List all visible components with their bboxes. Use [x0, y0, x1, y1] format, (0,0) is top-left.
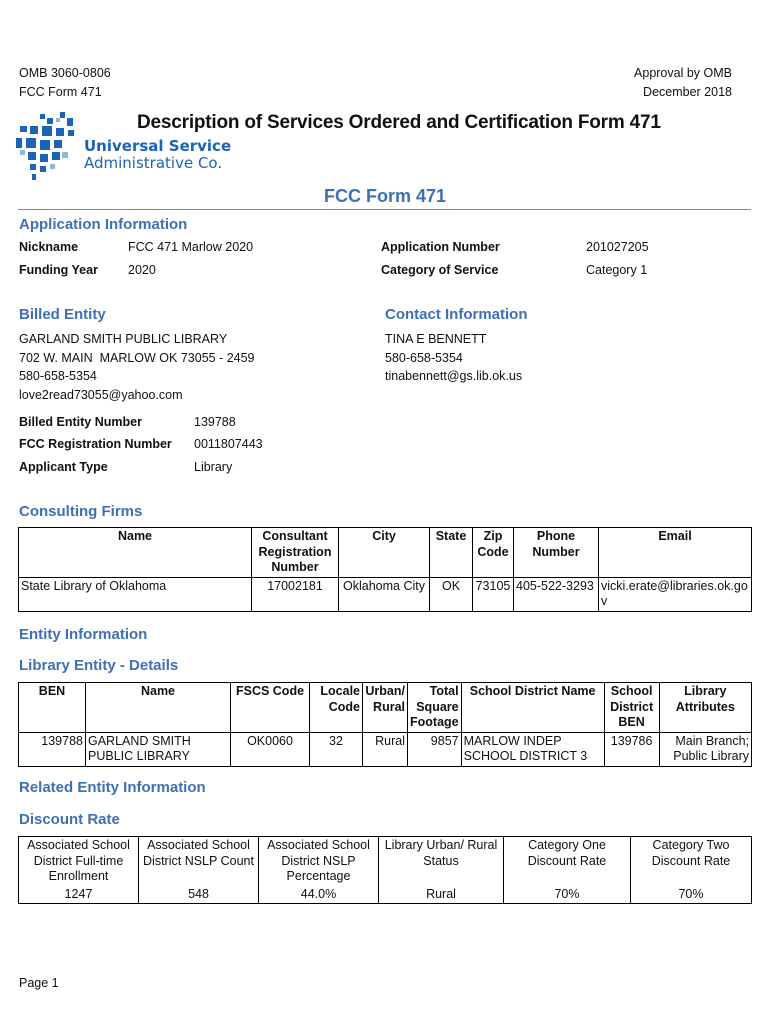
category-label: Category of Service [381, 263, 499, 277]
billed-entity-heading: Billed Entity [19, 306, 106, 323]
billed-entity-block [19, 330, 255, 404]
contact-email: tinabennett@gs.lib.ok.us [385, 369, 523, 383]
nickname-label: Nickname [19, 240, 79, 254]
fcc-registration-value: 0011807443 [194, 437, 263, 451]
col-consultant-reg: Consultant Registration Number [252, 528, 339, 578]
ben-label: Billed Entity Number [19, 415, 142, 429]
col-ben: BEN [19, 683, 86, 733]
related-entity-heading: Related Entity Information [19, 779, 206, 796]
approval-text: Approval by OMB [634, 66, 732, 80]
logo-line1: Universal Service [84, 137, 232, 155]
col-sqft: Total Square Footage [408, 683, 462, 733]
consulting-firms-heading: Consulting Firms [19, 503, 143, 520]
category-one-value: 70% [504, 886, 631, 904]
contact-phone: 580-658-5354 [385, 350, 463, 365]
page-number: Page 1 [19, 976, 59, 990]
entity-library-attributes: Main Branch; Public Library [659, 732, 751, 766]
table-row [19, 886, 752, 904]
col-phone: Phone Number [514, 528, 599, 578]
ben-value: 139788 [194, 415, 236, 429]
category-two-value: 70% [631, 886, 752, 904]
usac-logo-text [84, 138, 231, 172]
consultant-reg: 17002181 [252, 577, 339, 611]
entity-ben: 139788 [19, 732, 86, 766]
application-info-heading: Application Information [19, 216, 188, 233]
consultant-email: vicki.erate@libraries.ok.gov [599, 577, 752, 611]
billed-entity-name: GARLAND SMITH PUBLIC LIBRARY [19, 332, 228, 346]
billed-entity-address: 702 W. MAIN MARLOW OK 73055 - 2459 [19, 350, 255, 365]
col-category-one: Category One Discount Rate [504, 837, 631, 886]
category-value: Category 1 [586, 263, 648, 277]
col-zip: Zip Code [473, 528, 514, 578]
header-left [19, 64, 111, 102]
table-header-row [19, 683, 752, 733]
billed-entity-email: love2read73055@yahoo.com [19, 387, 183, 402]
fcc-registration-label: FCC Registration Number [19, 437, 172, 451]
contact-block [385, 330, 522, 386]
col-district-name: School District Name [461, 683, 604, 733]
table-row [19, 577, 752, 611]
col-city: City [339, 528, 430, 578]
nslp-count-value: 548 [139, 886, 259, 904]
library-entity-heading: Library Entity - Details [19, 657, 179, 674]
omb-number: OMB 3060-0806 [19, 66, 111, 80]
application-number-label: Application Number [381, 240, 500, 254]
nslp-percentage-value: 44.0% [259, 886, 379, 904]
funding-year-value: 2020 [128, 263, 156, 277]
entity-district-ben: 139786 [604, 732, 659, 766]
col-district-ben: School District BEN [604, 683, 659, 733]
form-title: FCC Form 471 [323, 186, 447, 206]
consulting-firms-table [18, 527, 752, 612]
entity-locale: 32 [310, 732, 363, 766]
entity-name: GARLAND SMITH PUBLIC LIBRARY [86, 732, 231, 766]
col-locale: Locale Code [310, 683, 363, 733]
consultant-phone: 405-522-3293 [514, 577, 599, 611]
nickname-value: FCC 471 Marlow 2020 [128, 240, 254, 254]
approval-date: December 2018 [643, 85, 732, 99]
consultant-name: State Library of Oklahoma [19, 577, 252, 611]
consultant-state: OK [430, 577, 473, 611]
contact-name: TINA E BENNETT [385, 332, 487, 346]
col-name: Name [19, 528, 252, 578]
consultant-zip: 73105 [473, 577, 514, 611]
applicant-type-value: Library [194, 460, 233, 474]
discount-rate-heading: Discount Rate [19, 811, 120, 828]
fulltime-enrollment-value: 1247 [19, 886, 139, 904]
entity-district-name: MARLOW INDEP SCHOOL DISTRICT 3 [461, 732, 604, 766]
discount-rate-table [18, 836, 752, 904]
col-urban-rural-status: Library Urban/ Rural Status [379, 837, 504, 886]
col-fscs: FSCS Code [231, 683, 310, 733]
col-library-attributes: Library Attributes [659, 683, 751, 733]
application-number-value: 201027205 [586, 240, 649, 254]
contact-info-heading: Contact Information [385, 306, 528, 323]
applicant-type-label: Applicant Type [19, 460, 108, 474]
form-short-name: FCC Form 471 [19, 85, 102, 99]
table-header-row [19, 837, 752, 886]
col-name: Name [86, 683, 231, 733]
col-urban-rural: Urban/ Rural [363, 683, 408, 733]
table-header-row [19, 528, 752, 578]
entity-sqft: 9857 [408, 732, 462, 766]
entity-info-heading: Entity Information [19, 626, 148, 643]
col-nslp-count: Associated School District NSLP Count [139, 837, 259, 886]
library-entity-table [18, 682, 752, 767]
urban-rural-status-value: Rural [379, 886, 504, 904]
consultant-city: Oklahoma City [339, 577, 430, 611]
col-nslp-percentage: Associated School District NSLP Percentage [259, 837, 379, 886]
entity-fscs: OK0060 [231, 732, 310, 766]
header-right [634, 64, 732, 102]
funding-year-label: Funding Year [19, 263, 98, 277]
title-divider [18, 209, 751, 210]
billed-entity-phone: 580-658-5354 [19, 369, 97, 383]
col-fulltime-enrollment: Associated School District Full-time Enrollment [19, 837, 139, 886]
page-title: Description of Services Ordered and Certification Form 471 [137, 112, 661, 133]
entity-urban-rural: Rural [363, 732, 408, 766]
table-row [19, 732, 752, 766]
col-email: Email [599, 528, 752, 578]
logo-line2: Administrative Co. [84, 154, 223, 172]
col-category-two: Category Two Discount Rate [631, 837, 752, 886]
col-state: State [430, 528, 473, 578]
